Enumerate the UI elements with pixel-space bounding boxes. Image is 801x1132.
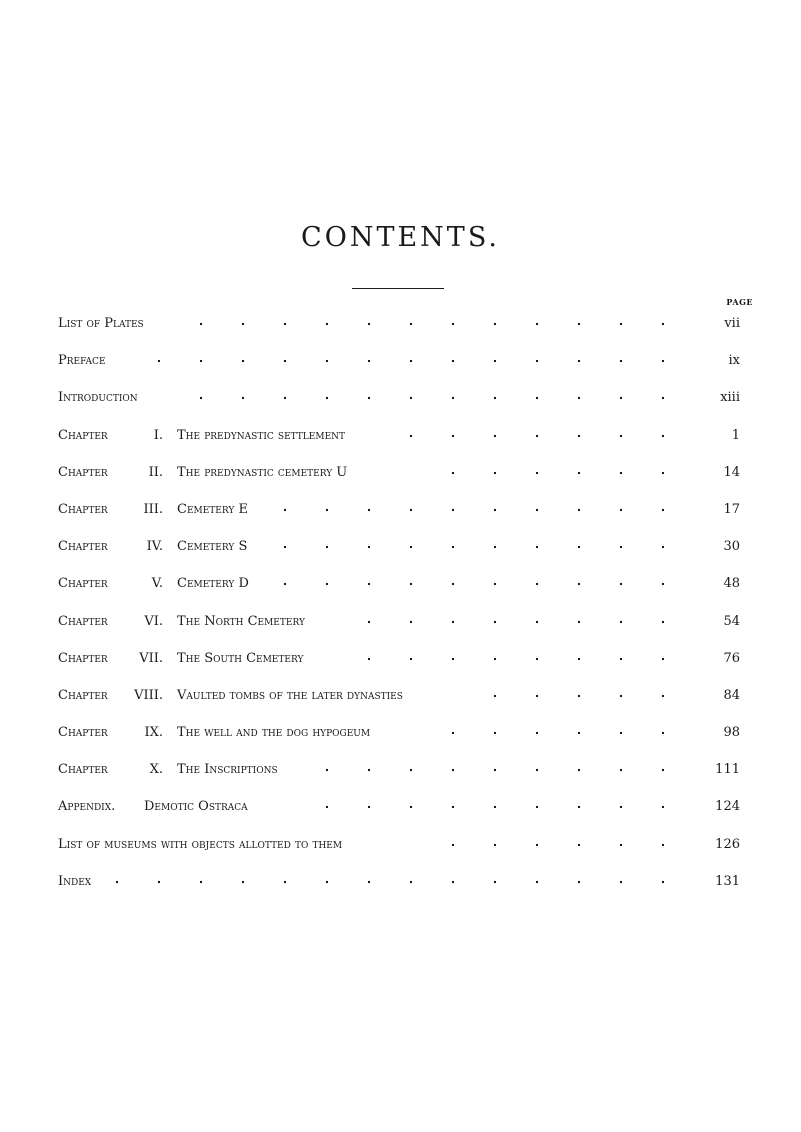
chapter-title: Cemetery E bbox=[177, 501, 248, 517]
entry-page-number: 1 bbox=[731, 427, 740, 443]
toc-entry-appendix[interactable] bbox=[58, 798, 740, 835]
chapter-number: V. bbox=[151, 576, 163, 592]
toc-entry-list-of-museums[interactable] bbox=[58, 836, 740, 873]
dot-leaders bbox=[176, 389, 696, 407]
toc-entry-chapter-2[interactable] bbox=[58, 464, 740, 501]
chapter-title: Vaulted tombs of the later dynasties bbox=[177, 687, 403, 703]
toc-entry-chapter-10[interactable] bbox=[58, 761, 740, 798]
chapter-word: Chapter bbox=[58, 725, 108, 741]
dot-leaders bbox=[354, 650, 696, 668]
toc-entry-introduction[interactable] bbox=[58, 389, 740, 426]
page-column-heading: PAGE bbox=[726, 297, 753, 307]
chapter-number: III. bbox=[143, 501, 163, 517]
chapter-title: Cemetery S bbox=[177, 539, 248, 555]
entry-page-number: 54 bbox=[723, 613, 740, 629]
dot-leaders bbox=[312, 798, 696, 816]
dot-leaders bbox=[354, 613, 696, 631]
appendix-title: Demotic Ostraca bbox=[144, 799, 248, 815]
toc-entry-chapter-6[interactable] bbox=[58, 613, 740, 650]
dot-leaders bbox=[482, 687, 696, 705]
chapter-title: The predynastic cemetery U bbox=[177, 464, 348, 480]
entry-label: List of museums with objects allotted to them bbox=[58, 836, 343, 852]
chapter-title: The predynastic settlement bbox=[177, 427, 346, 443]
table-of-contents bbox=[58, 315, 740, 910]
chapter-word: Chapter bbox=[58, 687, 108, 703]
entry-page-number: 124 bbox=[715, 799, 740, 815]
entry-page-number: 131 bbox=[715, 873, 740, 889]
chapter-title: The well and the dog hypogeum bbox=[177, 725, 371, 741]
chapter-title: The North Cemetery bbox=[177, 613, 305, 629]
dot-leaders bbox=[270, 501, 696, 519]
entry-page-number: ix bbox=[728, 353, 740, 369]
chapter-title: The Inscriptions bbox=[177, 762, 278, 778]
page-title: CONTENTS. bbox=[301, 222, 500, 253]
chapter-number: VI. bbox=[144, 613, 163, 629]
toc-entry-list-of-plates[interactable] bbox=[58, 315, 740, 352]
entry-label: Introduction bbox=[58, 390, 138, 406]
chapter-number: IX. bbox=[144, 725, 163, 741]
entry-label: Index bbox=[58, 873, 92, 889]
title-rule bbox=[352, 288, 444, 289]
dot-leaders bbox=[110, 873, 696, 891]
entry-page-number: xiii bbox=[720, 390, 740, 406]
entry-page-number: 17 bbox=[723, 501, 740, 517]
dot-leaders bbox=[270, 575, 696, 593]
dot-leaders bbox=[398, 427, 696, 445]
chapter-word: Chapter bbox=[58, 576, 108, 592]
chapter-word: Chapter bbox=[58, 762, 108, 778]
chapter-word: Chapter bbox=[58, 501, 108, 517]
toc-entry-preface[interactable] bbox=[58, 352, 740, 389]
dot-leaders bbox=[128, 352, 696, 370]
toc-entry-chapter-3[interactable] bbox=[58, 501, 740, 538]
chapter-number: X. bbox=[149, 762, 163, 778]
entry-page-number: 48 bbox=[723, 576, 740, 592]
entry-label: Preface bbox=[58, 353, 106, 369]
entry-page-number: 14 bbox=[723, 464, 740, 480]
entry-page-number: 30 bbox=[723, 539, 740, 555]
chapter-number: VIII. bbox=[134, 687, 163, 703]
chapter-word: Chapter bbox=[58, 427, 108, 443]
toc-entry-chapter-8[interactable] bbox=[58, 687, 740, 724]
entry-page-number: 111 bbox=[715, 762, 740, 778]
toc-entry-chapter-4[interactable] bbox=[58, 538, 740, 575]
chapter-number: I. bbox=[153, 427, 163, 443]
chapter-number: VII. bbox=[139, 650, 163, 666]
chapter-title: The South Cemetery bbox=[177, 650, 304, 666]
entry-page-number: 76 bbox=[723, 650, 740, 666]
dot-leaders bbox=[440, 836, 696, 854]
dot-leaders bbox=[270, 538, 696, 556]
toc-entry-index[interactable] bbox=[58, 873, 740, 910]
dot-leaders bbox=[428, 464, 696, 482]
toc-entry-chapter-1[interactable] bbox=[58, 427, 740, 464]
appendix-word: Appendix. bbox=[58, 799, 116, 815]
entry-label: List of Plates bbox=[58, 316, 144, 331]
toc-entry-chapter-9[interactable] bbox=[58, 724, 740, 761]
chapter-number: IV. bbox=[146, 539, 163, 555]
entry-page-number: vii bbox=[724, 316, 740, 331]
entry-page-number: 84 bbox=[723, 687, 740, 703]
toc-entry-chapter-7[interactable] bbox=[58, 650, 740, 687]
dot-leaders bbox=[176, 315, 696, 333]
chapter-word: Chapter bbox=[58, 539, 108, 555]
chapter-word: Chapter bbox=[58, 464, 108, 480]
toc-entry-chapter-5[interactable] bbox=[58, 575, 740, 612]
dot-leaders bbox=[312, 761, 696, 779]
chapter-word: Chapter bbox=[58, 650, 108, 666]
chapter-word: Chapter bbox=[58, 613, 108, 629]
chapter-number: II. bbox=[148, 464, 163, 480]
entry-page-number: 126 bbox=[715, 836, 740, 852]
chapter-title: Cemetery D bbox=[177, 576, 249, 592]
entry-page-number: 98 bbox=[723, 725, 740, 741]
dot-leaders bbox=[440, 724, 696, 742]
